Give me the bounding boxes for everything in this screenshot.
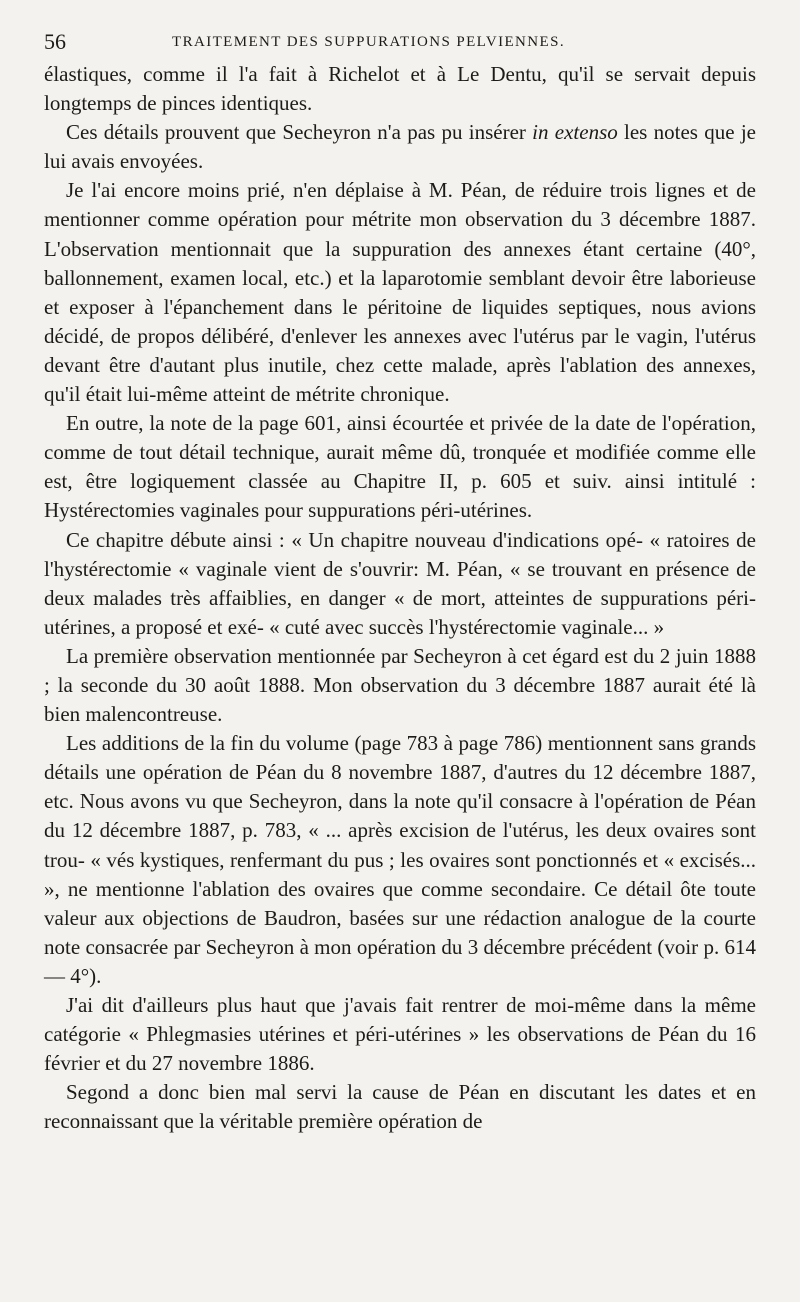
- page-number: 56: [44, 29, 66, 54]
- paragraph-3-text: Je l'ai encore moins prié, n'en déplaise à M. Péan, de réduire trois lignes et de mentionner comme opération pour métrite mon observation du 3 décembre 1887. L'observation mentionnait que la suppuration des annexes étant certaine (40°, ballonnement, examen local, etc.) et la laparotomie semblant devoir être laborieuse et exposer à l'épanchement dans le péritoine de liquides septiques, nous avions décidé, de propos délibéré, d'enlever les annexes avec l'utérus par le vagin, l'utérus devant être d'autant plus inutile, chez cette malade, après l'ablation des annexes, qu'il était lui-même atteint de métrite chronique.: [44, 178, 756, 407]
- paragraph-6-text: La première observation mentionnée par Secheyron à cet égard est du 2 juin 1888 ; la seconde du 30 août 1888. Mon observation du 3 décembre 1887 aurait été là bien malencontreuse.: [44, 643, 756, 727]
- paragraph-2: [44, 118, 756, 176]
- body-text: [44, 60, 756, 1136]
- page-header: [44, 26, 756, 58]
- paragraph-9: [44, 1078, 756, 1136]
- paragraph-2-text-a: Ces détails prouvent que Secheyron n'a pas pu insérer: [66, 120, 533, 145]
- italic-in-extenso: in extenso: [532, 120, 618, 145]
- paragraph-3: [44, 176, 756, 409]
- paragraph-4-text: En outre, la note de la page 601, ainsi écourtée et privée de la date de l'opération, comme de tout détail technique, aurait même dû, tronquée et modifiée comme elle est, être logiquement classée au Chapitre II, p. 605 et suiv. ainsi intitulé : Hystérectomies vaginales pour suppurations péri-utérines.: [44, 411, 756, 523]
- paragraph-9-text: Segond a donc bien mal servi la cause de Péan en discutant les dates et en reconnaissant que la véritable première opération de: [44, 1080, 756, 1134]
- paragraph-7-text: Les additions de la fin du volume (page 783 à page 786) mentionnent sans grands détails une opération de Péan du 8 novembre 1887, d'autres du 12 décembre 1887, etc. Nous avons vu que Secheyron, dans la note qu'il consacre à l'opération de Péan du 12 décembre 1887, p. 783, « ... après excision de l'utérus, les deux ovaires sont trou- « vés kystiques, renfermant du pus ; les ovaires sont ponctionnés et « excisés... », ne mentionne l'ablation des ovaires que comme secondaire. Ce détail ôte toute valeur aux objections de Baudron, basées sur une rédaction analogue de la courte note consacrée par Secheyron à mon opération du 3 décembre précédent (voir p. 614 — 4°).: [44, 731, 756, 988]
- paragraph-4: [44, 409, 756, 525]
- paragraph-8: [44, 991, 756, 1078]
- paragraph-1-text: élastiques, comme il l'a fait à Richelot et à Le Dentu, qu'il se servait depuis longtemps de pinces identiques.: [44, 62, 756, 116]
- paragraph-6: [44, 642, 756, 729]
- paragraph-8-text: J'ai dit d'ailleurs plus haut que j'avais fait rentrer de moi-même dans la même catégorie « Phlegmasies utérines et péri-utérines » les observations de Péan du 16 février et du 27 novembre 1886.: [44, 993, 756, 1076]
- running-title: TRAITEMENT DES SUPPURATIONS PELVIENNES.: [172, 34, 565, 50]
- paragraph-1: [44, 60, 756, 118]
- paragraph-2-text-b: les notes que je lui avais envoyées.: [44, 120, 756, 174]
- paragraph-5-text: Ce chapitre débute ainsi : « Un chapitre nouveau d'indications opé- « ratoires de l'hystérectomie « vaginale vient de s'ouvrir: M. Péan, « se trouvant en présence de deux malades très affaiblies, en danger « de mort, atteintes de suppurations péri-utérines, a proposé et exé- « cuté avec succès l'hystérectomie vaginale... »: [44, 527, 756, 639]
- paragraph-5: [44, 526, 756, 642]
- paragraph-7: [44, 729, 756, 991]
- book-page: [44, 26, 756, 1136]
